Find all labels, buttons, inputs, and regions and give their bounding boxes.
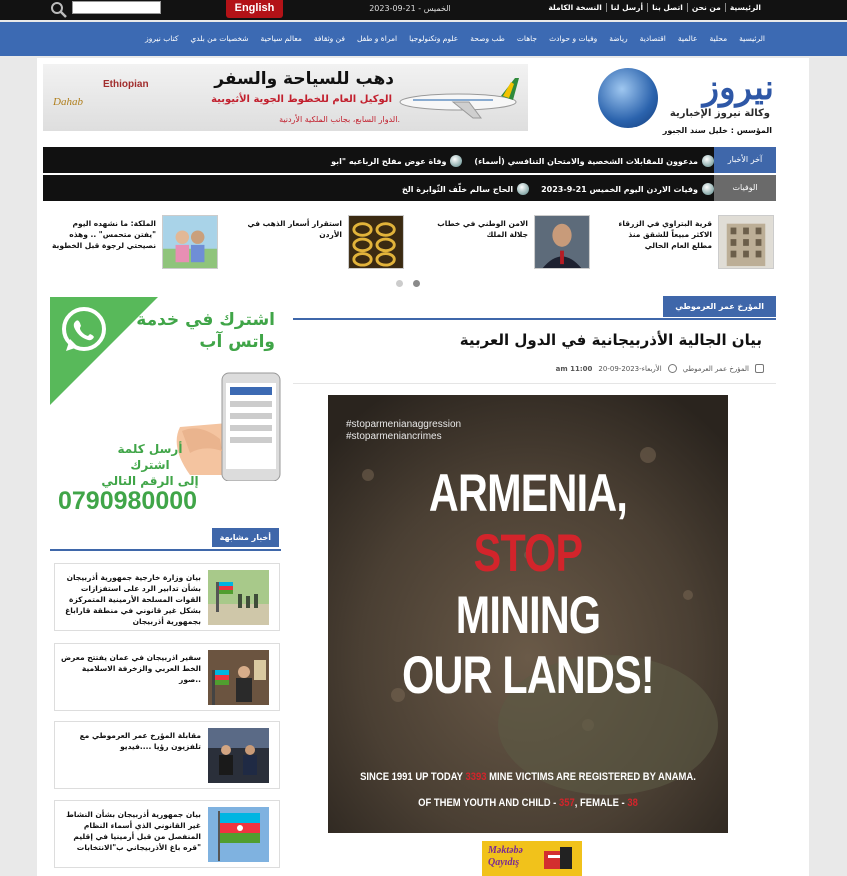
logo-subtitle: وكالة نيروز الإخبارية: [669, 108, 770, 119]
nav-item[interactable]: طب وصحة: [470, 34, 505, 43]
related-caption: بيان وزارة خارجية جمهورية أذربيجان بشأن تدابير الرد على استفزازات القوات المسلحة الأرمينية المتمركزة بشكل غير قانوني في منطقة قاراباغ بجمهورية أذربيجان: [65, 573, 201, 626]
article-time: am 11:00: [555, 364, 593, 373]
nav-item[interactable]: شخصيات من بلدي: [190, 34, 249, 43]
carousel-item[interactable]: [422, 214, 592, 270]
related-item[interactable]: [54, 643, 280, 711]
hero-hashtags: #stoparmenianaggression #stoparmeniancrimes: [346, 419, 462, 442]
portrait-thumbnail: [534, 215, 590, 269]
banner-line2: الدوار السابع، بجانب الملكية الأردنية.: [279, 115, 400, 124]
top-link-send[interactable]: أرسل لنا: [606, 3, 647, 12]
hero-stat-2: OF THEM YOUTH AND CHILD - 357, FEMALE - 38: [418, 797, 638, 809]
related-item[interactable]: [54, 721, 280, 789]
related-item[interactable]: [54, 563, 280, 631]
top-link-full-version[interactable]: النسخة الكاملة: [548, 3, 602, 12]
nav-item[interactable]: جاهات: [516, 34, 538, 43]
related-caption: مقابلة المؤرخ عمر العرموطي مع تلفزيون رؤيا ....فيديو: [79, 731, 201, 751]
hero-line-3: MINING: [455, 586, 601, 645]
nav-item[interactable]: رياضة: [609, 34, 628, 43]
ethiopian-logo: Ethiopian: [103, 79, 149, 90]
article-meta: [556, 364, 764, 373]
travel-banner-ad[interactable]: [43, 64, 528, 131]
logo-brand: نيروز: [702, 68, 774, 108]
article-date: الأربعاء-2023-09-20: [598, 364, 662, 373]
ad-message: أرسل كلمة اشترك إلى الرقم التالي: [101, 442, 199, 488]
ticker-label-latest[interactable]: آخر الأخبار: [714, 147, 776, 173]
nav-item[interactable]: وفيات و حوادث: [549, 34, 598, 43]
article-category[interactable]: المؤرخ عمر العرموطي: [663, 296, 776, 317]
globe-icon: [702, 183, 714, 195]
airplane-icon: [393, 74, 523, 122]
carousel-dot[interactable]: [396, 280, 403, 287]
divider: [293, 383, 776, 384]
carousel-dots: [396, 280, 420, 287]
top-link-contact[interactable]: اتصل بنا: [647, 3, 687, 12]
top-link-about[interactable]: من نحن: [687, 3, 725, 12]
banner-title: دهب للسياحة والسفر: [214, 69, 394, 89]
ticker-item[interactable]: وفيات الاردن اليوم الخميس 21-9-2023: [541, 183, 714, 195]
hero-stat-1: SINCE 1991 UP TODAY 3393 MINE VICTIMS ARE REGISTERED BY ANAMA.: [360, 771, 696, 783]
nav-item[interactable]: امراة و طفل: [356, 34, 398, 43]
ticker-item[interactable]: الحاج سالم خلّف الثّوابرة الخ: [402, 183, 529, 195]
gold-thumbnail: [348, 215, 404, 269]
building-thumbnail: [718, 215, 774, 269]
article-title: بيان الجالية الأذربيجانية في الدول العربية: [459, 331, 762, 349]
top-link-home[interactable]: الرئيسية: [725, 3, 765, 12]
carousel-item[interactable]: [236, 214, 406, 270]
nav-item[interactable]: كتاب نيروز: [145, 34, 179, 43]
nav-item[interactable]: فن وثقافة: [313, 34, 345, 43]
nav-item[interactable]: معالم سياحية: [260, 34, 302, 43]
hero-line-2: STOP: [473, 524, 583, 583]
related-news-title: أخبار مشابهة: [212, 528, 279, 547]
obituary-ticker: [43, 175, 776, 201]
carousel-item[interactable]: [50, 214, 220, 270]
article-hero-image: [328, 395, 728, 833]
ticker-item[interactable]: مدعوون للمقابلات الشخصية والامتحان التنافسي (أسماء): [474, 155, 714, 167]
nav-item[interactable]: اقتصادية: [639, 34, 666, 43]
top-links: [544, 3, 765, 12]
hero-line-1: ARMENIA,: [428, 464, 628, 523]
carousel-caption: استقرار أسعار الذهب في الأردن: [247, 219, 342, 239]
related-caption: بيان جمهورية أذربيجان بشأن النشاط غير القانوني الذي أسماء النظام المنفصل من قبل أرمينيا في إقليم قره باغ الأذربيجاني ب"الانتخابات": [66, 810, 201, 852]
carousel-dot-active[interactable]: [413, 280, 420, 287]
search-icon[interactable]: [50, 1, 68, 19]
whatsapp-ad[interactable]: [50, 297, 281, 525]
logo-founder: المؤسس : خليل سند الجبور: [662, 126, 772, 135]
globe-icon: [598, 68, 658, 128]
english-button[interactable]: English: [226, 0, 283, 18]
news-ticker: [43, 147, 776, 173]
article-category-header: [293, 296, 776, 320]
carousel-caption: الملكة: ما نشهده اليوم "يفتن متحمس" .. وهذه نصيحتي لرجوة قبل الخطوبة: [52, 219, 157, 250]
article-author[interactable]: المؤرخ عمر العرموطي: [682, 364, 749, 373]
hero-line-4: OUR LANDS!: [402, 646, 654, 705]
news-thumbnail: [208, 650, 269, 705]
top-bar: [0, 0, 847, 20]
bottom-ad-text: Məktəbə Qayıdış: [488, 845, 523, 868]
bottom-ad[interactable]: [482, 841, 582, 876]
nav-item[interactable]: الرئيسية: [739, 34, 765, 43]
related-item[interactable]: [54, 800, 280, 868]
search-input[interactable]: [72, 1, 161, 14]
news-thumbnail: [208, 728, 269, 783]
carousel-caption: قرية البتراوي في الزرقاء الاكثر مبيعاً للشقق منذ مطلع العام الحالي: [618, 219, 712, 250]
carousel-item[interactable]: [606, 214, 776, 270]
news-thumbnail: [208, 570, 269, 625]
ticker-item[interactable]: وفاة عوض مفلح الرباعيه "ابو: [331, 155, 462, 167]
people-thumbnail: [162, 215, 218, 269]
whatsapp-icon: [58, 303, 110, 355]
author-icon: [755, 364, 764, 373]
dahab-logo: Dahab: [53, 96, 83, 108]
flag-thumbnail: [208, 807, 269, 862]
banner-line1: الوكيل العام للخطوط الجوية الأثيوبية: [211, 94, 392, 105]
current-date: الخميس - 21-09-2023: [369, 4, 451, 13]
carousel-caption: الامن الوطني في خطاب جلالة الملك: [437, 219, 528, 239]
related-news-header: [50, 527, 281, 551]
nav-item[interactable]: علوم وتكنولوجيا: [409, 34, 459, 43]
globe-icon: [450, 155, 462, 167]
related-caption: سفير اذربيجان في عمان يفتتح معرض الخط العربي والزخرفة الاسلامية ..صور: [60, 653, 201, 684]
site-logo[interactable]: [598, 66, 778, 138]
school-supplies-icon: [542, 845, 576, 873]
ad-phone-number: 0790980000: [58, 487, 198, 515]
globe-icon: [517, 183, 529, 195]
globe-icon: [702, 155, 714, 167]
nav-item[interactable]: عالمية: [677, 34, 698, 43]
clock-icon: [668, 364, 677, 373]
nav-item[interactable]: محلية: [709, 34, 728, 43]
ad-headline: اشترك في خدمة واتس آب: [136, 310, 275, 352]
main-nav: [0, 22, 847, 56]
ticker-label-obituaries[interactable]: الوفيات: [714, 175, 776, 201]
